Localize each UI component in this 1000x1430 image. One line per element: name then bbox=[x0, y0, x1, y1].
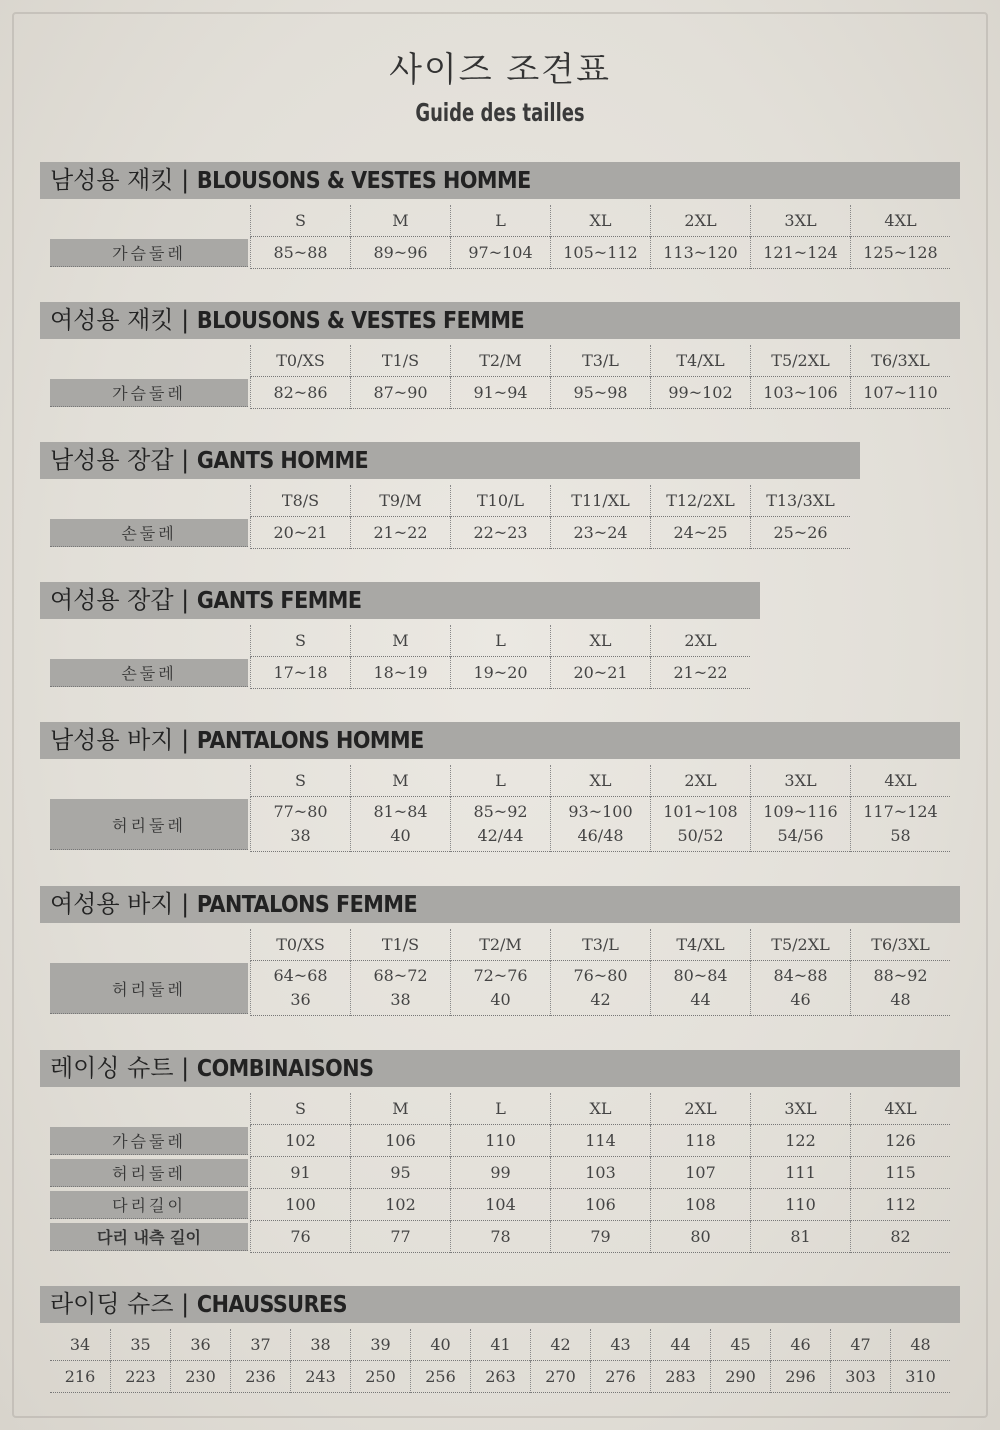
row-label: 허리둘레 bbox=[50, 1159, 248, 1187]
shoe-length-mm: 236 bbox=[230, 1361, 290, 1393]
section-title-korean: 레이싱 슈트 | bbox=[50, 1054, 197, 1082]
size-value: 54/56 bbox=[777, 826, 824, 845]
shoe-length-mm: 263 bbox=[470, 1361, 530, 1393]
shoe-length-mm: 303 bbox=[830, 1361, 890, 1393]
size-value-cell bbox=[550, 1157, 650, 1189]
section-title-korean: 남성용 바지 | bbox=[50, 726, 197, 754]
size-value: 109~116 bbox=[763, 802, 838, 821]
size-value-cell bbox=[650, 797, 750, 852]
size-value: 77~80 bbox=[273, 802, 328, 821]
size-value-cell bbox=[350, 517, 450, 549]
size-value-cell bbox=[750, 1221, 850, 1253]
size-value: 110 bbox=[785, 1194, 816, 1214]
section-title-korean: 남성용 장갑 | bbox=[50, 446, 197, 474]
size-value-cell bbox=[550, 1189, 650, 1221]
size-header-cell: S bbox=[250, 1093, 350, 1125]
size-value: 102 bbox=[285, 1130, 316, 1150]
shoe-eu-size: 40 bbox=[410, 1329, 470, 1361]
size-value: 88~92 bbox=[873, 966, 928, 985]
size-value-cell bbox=[250, 961, 350, 1016]
section-banner bbox=[40, 1286, 960, 1323]
size-value-cell bbox=[750, 961, 850, 1016]
section-banner bbox=[40, 886, 960, 923]
size-value-cell bbox=[450, 797, 550, 852]
size-value: 50/52 bbox=[677, 826, 724, 845]
size-value: 80~84 bbox=[673, 966, 728, 985]
shoe-length-mm: 310 bbox=[890, 1361, 950, 1393]
shoe-length-mm: 283 bbox=[650, 1361, 710, 1393]
section-title-french: GANTS HOMME bbox=[196, 448, 369, 474]
size-value-cell bbox=[250, 1221, 350, 1253]
shoe-eu-size: 45 bbox=[710, 1329, 770, 1361]
size-value: 93~100 bbox=[568, 802, 633, 821]
size-value: 68~72 bbox=[373, 966, 428, 985]
size-value: 82~86 bbox=[273, 382, 328, 402]
size-value: 99 bbox=[490, 1162, 511, 1182]
shoe-eu-size: 42 bbox=[530, 1329, 590, 1361]
section-title-korean: 여성용 장갑 | bbox=[50, 586, 197, 614]
size-header-cell: T6/3XL bbox=[850, 345, 950, 377]
size-value-cell bbox=[350, 797, 450, 852]
section-title-french: CHAUSSURES bbox=[196, 1292, 348, 1318]
size-value-cell bbox=[550, 237, 650, 269]
row-label: 허리둘레 bbox=[50, 799, 248, 850]
row-label: 손둘레 bbox=[50, 659, 248, 687]
size-value: 38 bbox=[290, 826, 311, 845]
size-value: 17~18 bbox=[273, 662, 328, 682]
size-value-cell bbox=[750, 797, 850, 852]
size-value: 118 bbox=[685, 1130, 716, 1150]
size-value: 108 bbox=[685, 1194, 716, 1214]
size-header-cell: 2XL bbox=[650, 1093, 750, 1125]
size-value: 91 bbox=[290, 1162, 311, 1182]
size-value-cell bbox=[650, 1157, 750, 1189]
size-value-cell bbox=[250, 1125, 350, 1157]
size-value-cell bbox=[750, 1157, 850, 1189]
size-header-cell: S bbox=[250, 765, 350, 797]
shoe-length-mm: 256 bbox=[410, 1361, 470, 1393]
size-value: 58 bbox=[890, 826, 911, 845]
section-title-french: PANTALONS FEMME bbox=[196, 892, 418, 918]
shoe-eu-size: 44 bbox=[650, 1329, 710, 1361]
size-value: 79 bbox=[590, 1226, 611, 1246]
size-value: 114 bbox=[585, 1130, 616, 1150]
size-value-cell bbox=[850, 1221, 950, 1253]
size-value: 107~110 bbox=[863, 382, 938, 402]
section-banner bbox=[40, 162, 960, 199]
size-value: 115 bbox=[885, 1162, 916, 1182]
size-header-cell: T8/S bbox=[250, 485, 350, 517]
size-value-cell bbox=[650, 1189, 750, 1221]
size-value-cell bbox=[550, 377, 650, 409]
section-banner bbox=[40, 722, 960, 759]
size-header-cell: 2XL bbox=[650, 205, 750, 237]
size-value: 48 bbox=[890, 990, 911, 1009]
size-header-cell: S bbox=[250, 625, 350, 657]
section-title-korean: 여성용 재킷 | bbox=[50, 306, 197, 334]
size-value: 117~124 bbox=[863, 802, 938, 821]
size-value-cell bbox=[650, 657, 750, 689]
size-value: 36 bbox=[290, 990, 311, 1009]
section-banner bbox=[40, 302, 960, 339]
size-value: 21~22 bbox=[673, 662, 728, 682]
size-header-cell: T5/2XL bbox=[750, 929, 850, 961]
size-value-cell bbox=[850, 961, 950, 1016]
size-value-cell bbox=[650, 1125, 750, 1157]
section-banner bbox=[40, 582, 760, 619]
size-value: 84~88 bbox=[773, 966, 828, 985]
size-value: 111 bbox=[785, 1162, 816, 1182]
section-banner bbox=[40, 442, 860, 479]
size-header-cell: 2XL bbox=[650, 765, 750, 797]
size-value: 19~20 bbox=[473, 662, 528, 682]
shoe-eu-size: 39 bbox=[350, 1329, 410, 1361]
size-value: 99~102 bbox=[668, 382, 733, 402]
size-value: 85~92 bbox=[473, 802, 528, 821]
size-value: 100 bbox=[285, 1194, 316, 1214]
size-value: 42 bbox=[590, 990, 611, 1009]
size-value: 87~90 bbox=[373, 382, 428, 402]
size-value: 112 bbox=[885, 1194, 916, 1214]
size-value-cell bbox=[650, 517, 750, 549]
section-title-french: GANTS FEMME bbox=[196, 588, 362, 614]
size-value-cell bbox=[350, 961, 450, 1016]
size-value-cell bbox=[450, 657, 550, 689]
section-title-french: BLOUSONS & VESTES HOMME bbox=[196, 168, 531, 194]
size-value-cell bbox=[650, 377, 750, 409]
shoe-eu-size: 41 bbox=[470, 1329, 530, 1361]
size-header-cell: T9/M bbox=[350, 485, 450, 517]
size-value: 80 bbox=[690, 1226, 711, 1246]
size-value-cell bbox=[850, 797, 950, 852]
size-value-cell bbox=[350, 1189, 450, 1221]
size-value-cell bbox=[550, 517, 650, 549]
size-header-cell: T12/2XL bbox=[650, 485, 750, 517]
row-label: 손둘레 bbox=[50, 519, 248, 547]
size-value: 81~84 bbox=[373, 802, 428, 821]
size-header-cell: XL bbox=[550, 1093, 650, 1125]
size-header-cell: XL bbox=[550, 625, 650, 657]
size-value-cell bbox=[550, 1221, 650, 1253]
size-value-cell bbox=[450, 1189, 550, 1221]
size-value-cell bbox=[850, 377, 950, 409]
size-header-cell: 3XL bbox=[750, 765, 850, 797]
size-value-cell bbox=[850, 1125, 950, 1157]
size-value: 106 bbox=[385, 1130, 416, 1150]
size-value: 110 bbox=[485, 1130, 516, 1150]
shoe-length-mm: 290 bbox=[710, 1361, 770, 1393]
size-header-cell: 2XL bbox=[650, 625, 750, 657]
size-value: 104 bbox=[485, 1194, 516, 1214]
size-header-cell: XL bbox=[550, 765, 650, 797]
size-value: 23~24 bbox=[573, 522, 628, 542]
size-header-cell: M bbox=[350, 765, 450, 797]
shoe-eu-size: 47 bbox=[830, 1329, 890, 1361]
size-value: 113~120 bbox=[663, 242, 738, 262]
size-value-cell bbox=[750, 237, 850, 269]
size-value-cell bbox=[750, 377, 850, 409]
size-header-cell: 4XL bbox=[850, 1093, 950, 1125]
size-value: 46 bbox=[790, 990, 811, 1009]
shoe-eu-size: 46 bbox=[770, 1329, 830, 1361]
size-value: 76~80 bbox=[573, 966, 628, 985]
row-label: 다리 내측 길이 bbox=[50, 1223, 248, 1251]
size-value-cell bbox=[450, 1125, 550, 1157]
row-label: 다리길이 bbox=[50, 1191, 248, 1219]
size-value: 103~106 bbox=[763, 382, 838, 402]
size-header-cell: L bbox=[450, 625, 550, 657]
size-value: 20~21 bbox=[573, 662, 628, 682]
row-label: 허리둘레 bbox=[50, 963, 248, 1014]
size-value: 91~94 bbox=[473, 382, 528, 402]
size-value: 101~108 bbox=[663, 802, 738, 821]
size-value-cell bbox=[650, 237, 750, 269]
shoe-length-mm: 250 bbox=[350, 1361, 410, 1393]
size-value-cell bbox=[650, 1221, 750, 1253]
shoe-length-mm: 223 bbox=[110, 1361, 170, 1393]
size-value: 40 bbox=[490, 990, 511, 1009]
section-title-korean: 남성용 재킷 | bbox=[50, 166, 197, 194]
size-value: 95~98 bbox=[573, 382, 628, 402]
section-title-french: BLOUSONS & VESTES FEMME bbox=[196, 308, 525, 334]
size-value-cell bbox=[850, 1189, 950, 1221]
size-value: 97~104 bbox=[468, 242, 533, 262]
size-value: 95 bbox=[390, 1162, 411, 1182]
size-value-cell bbox=[250, 237, 350, 269]
size-header-cell: T2/M bbox=[450, 345, 550, 377]
size-header-cell: T4/XL bbox=[650, 345, 750, 377]
size-value: 82 bbox=[890, 1226, 911, 1246]
size-header-cell: S bbox=[250, 205, 350, 237]
size-value: 38 bbox=[390, 990, 411, 1009]
size-value: 76 bbox=[290, 1226, 311, 1246]
shoe-eu-size: 38 bbox=[290, 1329, 350, 1361]
size-header-cell: T5/2XL bbox=[750, 345, 850, 377]
size-value: 77 bbox=[390, 1226, 411, 1246]
shoe-length-mm: 243 bbox=[290, 1361, 350, 1393]
size-value: 125~128 bbox=[863, 242, 938, 262]
size-value: 46/48 bbox=[577, 826, 624, 845]
shoe-length-mm: 270 bbox=[530, 1361, 590, 1393]
row-label: 가슴둘레 bbox=[50, 239, 248, 267]
size-header-cell: T6/3XL bbox=[850, 929, 950, 961]
size-value: 24~25 bbox=[673, 522, 728, 542]
size-header-cell: T10/L bbox=[450, 485, 550, 517]
size-value-cell bbox=[250, 1157, 350, 1189]
size-value-cell bbox=[450, 1157, 550, 1189]
size-value-cell bbox=[450, 961, 550, 1016]
size-header-cell: T1/S bbox=[350, 929, 450, 961]
size-value: 106 bbox=[585, 1194, 616, 1214]
section-title-french: PANTALONS HOMME bbox=[196, 728, 424, 754]
size-value-cell bbox=[550, 797, 650, 852]
size-value: 64~68 bbox=[273, 966, 328, 985]
shoe-eu-size: 36 bbox=[170, 1329, 230, 1361]
shoe-eu-size: 34 bbox=[50, 1329, 110, 1361]
size-value-cell bbox=[350, 377, 450, 409]
size-value-cell bbox=[750, 517, 850, 549]
size-value-cell bbox=[550, 961, 650, 1016]
size-value-cell bbox=[250, 517, 350, 549]
size-header-cell: L bbox=[450, 205, 550, 237]
size-value-cell bbox=[350, 1157, 450, 1189]
shoe-length-mm: 296 bbox=[770, 1361, 830, 1393]
size-value: 102 bbox=[385, 1194, 416, 1214]
size-value-cell bbox=[350, 657, 450, 689]
size-header-cell: T2/M bbox=[450, 929, 550, 961]
size-value-cell bbox=[450, 517, 550, 549]
size-value: 18~19 bbox=[373, 662, 428, 682]
size-value: 78 bbox=[490, 1226, 511, 1246]
page-subtitle: Guide des tailles bbox=[415, 98, 585, 127]
size-value: 107 bbox=[685, 1162, 716, 1182]
size-value: 44 bbox=[690, 990, 711, 1009]
size-value-cell bbox=[450, 237, 550, 269]
size-value: 21~22 bbox=[373, 522, 428, 542]
size-header-cell: M bbox=[350, 205, 450, 237]
size-value: 25~26 bbox=[773, 522, 828, 542]
size-value: 122 bbox=[785, 1130, 816, 1150]
size-header-cell: T0/XS bbox=[250, 929, 350, 961]
row-label: 가슴둘레 bbox=[50, 379, 248, 407]
size-header-cell: T1/S bbox=[350, 345, 450, 377]
section-banner bbox=[40, 1050, 960, 1087]
size-value-cell bbox=[550, 1125, 650, 1157]
size-header-cell: 4XL bbox=[850, 765, 950, 797]
size-header-cell: L bbox=[450, 1093, 550, 1125]
shoe-length-mm: 276 bbox=[590, 1361, 650, 1393]
size-header-cell: XL bbox=[550, 205, 650, 237]
size-value-cell bbox=[250, 797, 350, 852]
page-title: 사이즈 조견표 bbox=[389, 50, 611, 90]
size-value: 126 bbox=[885, 1130, 916, 1150]
size-value-cell bbox=[250, 657, 350, 689]
section-title-korean: 라이딩 슈즈 | bbox=[50, 1290, 197, 1318]
size-value: 89~96 bbox=[373, 242, 428, 262]
size-value: 72~76 bbox=[473, 966, 528, 985]
size-header-cell: M bbox=[350, 1093, 450, 1125]
shoe-eu-size: 48 bbox=[890, 1329, 950, 1361]
size-value-cell bbox=[650, 961, 750, 1016]
size-header-cell: T3/L bbox=[550, 345, 650, 377]
section-title-korean: 여성용 바지 | bbox=[50, 890, 197, 918]
size-value-cell bbox=[550, 657, 650, 689]
size-value: 81 bbox=[790, 1226, 811, 1246]
shoe-length-mm: 230 bbox=[170, 1361, 230, 1393]
size-header-cell: T11/XL bbox=[550, 485, 650, 517]
size-header-cell: 4XL bbox=[850, 205, 950, 237]
size-value-cell bbox=[350, 1221, 450, 1253]
size-value-cell bbox=[350, 1125, 450, 1157]
size-value-cell bbox=[250, 1189, 350, 1221]
size-value: 42/44 bbox=[477, 826, 524, 845]
shoe-length-mm: 216 bbox=[50, 1361, 110, 1393]
row-label: 가슴둘레 bbox=[50, 1127, 248, 1155]
size-value-cell bbox=[450, 1221, 550, 1253]
size-value-cell bbox=[750, 1125, 850, 1157]
size-value: 105~112 bbox=[563, 242, 638, 262]
size-value-cell bbox=[250, 377, 350, 409]
size-header-cell: T13/3XL bbox=[750, 485, 850, 517]
size-value-cell bbox=[850, 237, 950, 269]
size-header-cell: 3XL bbox=[750, 205, 850, 237]
section-title-french: COMBINAISONS bbox=[196, 1056, 374, 1082]
size-value-cell bbox=[450, 377, 550, 409]
size-header-cell: T0/XS bbox=[250, 345, 350, 377]
shoe-eu-size: 37 bbox=[230, 1329, 290, 1361]
size-value: 20~21 bbox=[273, 522, 328, 542]
size-value: 22~23 bbox=[473, 522, 528, 542]
size-value: 85~88 bbox=[273, 242, 328, 262]
size-header-cell: T4/XL bbox=[650, 929, 750, 961]
size-header-cell: M bbox=[350, 625, 450, 657]
size-value-cell bbox=[750, 1189, 850, 1221]
shoe-eu-size: 43 bbox=[590, 1329, 650, 1361]
shoe-eu-size: 35 bbox=[110, 1329, 170, 1361]
size-header-cell: 3XL bbox=[750, 1093, 850, 1125]
size-header-cell: L bbox=[450, 765, 550, 797]
size-header-cell: T3/L bbox=[550, 929, 650, 961]
size-value: 103 bbox=[585, 1162, 616, 1182]
size-value-cell bbox=[850, 1157, 950, 1189]
size-value-cell bbox=[350, 237, 450, 269]
size-value: 121~124 bbox=[763, 242, 838, 262]
size-value: 40 bbox=[390, 826, 411, 845]
